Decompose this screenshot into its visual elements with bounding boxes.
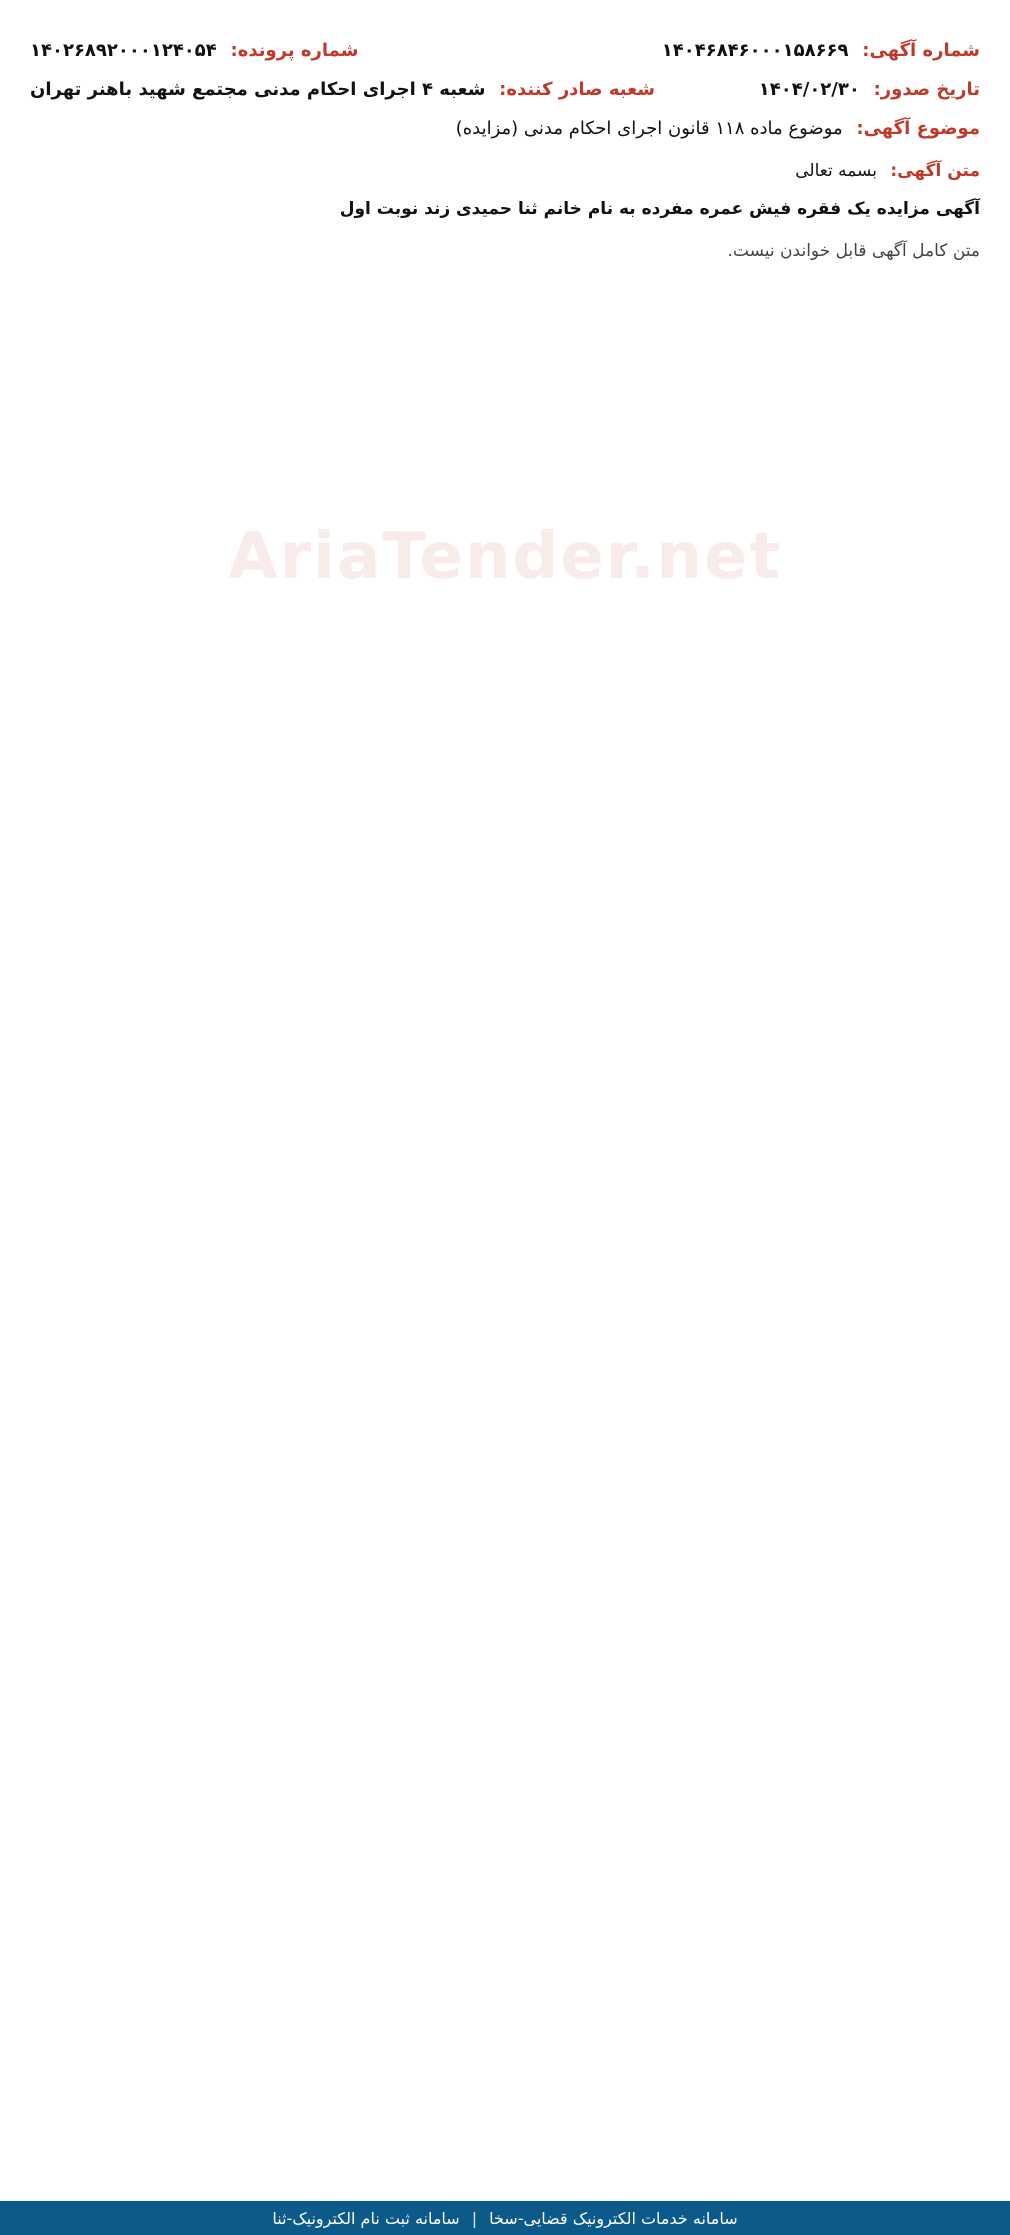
ad-paragraph-placeholder: متن کامل آگهی قابل خواندن نیست.	[727, 241, 980, 262]
subject-text: موضوع ماده ۱۱۸ قانون اجرای احکام مدنی (مزایده)	[455, 118, 843, 139]
issue-date-label: تاریخ صدور:	[873, 79, 980, 100]
issue-date-value: ۱۴۰۴/۰۲/۳۰	[758, 79, 860, 100]
case-number	[30, 40, 358, 61]
footer-bar	[0, 2201, 1010, 2235]
ad-number-value: ۱۴۰۴۶۸۴۶۰۰۰۱۵۸۶۶۹	[661, 40, 849, 61]
subject	[0, 118, 1010, 139]
header	[0, 0, 1010, 100]
issuer-label: شعبه صادر کننده:	[499, 79, 655, 100]
ad-body	[0, 157, 1010, 265]
issue-date	[759, 79, 980, 100]
body-text: بسمه تعالی	[795, 161, 877, 181]
footer-link-sana[interactable]: سامانه ثبت نام الکترونیک-ثنا	[272, 2208, 460, 2228]
subject-label: موضوع آگهی:	[856, 118, 980, 139]
ad-title: آگهی مزایده یک فقره فیش عمره مفرده به نام خانم ثنا حمیدی زند نوبت اول	[339, 199, 980, 220]
footer-link-sakha[interactable]: سامانه خدمات الکترونیک قضایی-سخا	[489, 2208, 738, 2228]
case-number-label: شماره پرونده:	[230, 40, 359, 61]
ad-number-label: شماره آگهی:	[862, 40, 980, 61]
issuer-value: شعبه ۴ اجرای احکام مدنی مجتمع شهید باهنر تهران	[30, 79, 486, 100]
ad-number	[662, 40, 980, 61]
watermark: AriaTender.net	[228, 520, 782, 594]
header-row-2	[30, 79, 980, 100]
body-heading	[30, 157, 980, 185]
issuer	[30, 79, 655, 100]
header-row-1	[30, 40, 980, 61]
footer-separator: |	[471, 2208, 478, 2228]
body-label: متن آگهی:	[890, 161, 980, 181]
case-number-value: ۱۴۰۲۶۸۹۲۰۰۰۱۲۴۰۵۴	[30, 40, 217, 61]
